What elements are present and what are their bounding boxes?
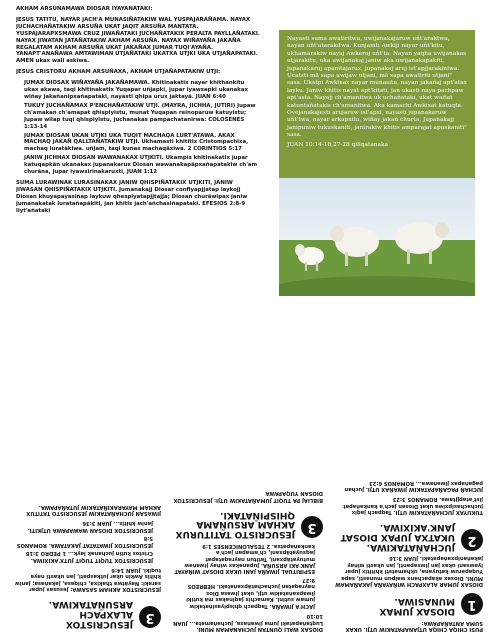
column-one: [333, 327, 483, 632]
section-number-badge: 3: [139, 606, 161, 628]
assurance-heading: JESUS CRISTORU AKHAM ARSUÑAXA, AKHAM UTJAÑAPATAKIW UTJI:: [16, 69, 221, 76]
column-footer: JIWASAN JUCHAÑATAKIW JESUCRISTO TATITUX AKHAM MAYARAKIÑATAKIW JUTAÑAPAWA.: [26, 503, 161, 516]
assurance-item: • JUMAX DIOSAN UKAN UTJKI UKA TUQIT MACHAQA LURT'ATAWA. AKAX MACHAQ JAKAÑ QALLTAÑATAKIW UTJI. Ukhamasti khititix Cristompachixa, machaq luratäkiwa. uñjam, taqi kunas machaqäxiwa. 2 CORINTIOS 5:17: [24, 133, 260, 154]
death-item: • ESPIRITUAL JIWAÑA JANI UKAX DIOSAT WIÑAYAT JANK'AKI ARSUÑA. Jupanakax wiñay jiwañaw mutuyatäpxani, Tatitun nayraqatapat jaqsuyatäpxani, ch'amapan jach'a kankañapatsa. 2 TESALONICENSES 1:9: [173, 542, 315, 574]
death-item: • JACH'A JIWAÑA. Taqpach qhispiyasiñatakiw jumaw sutini. Kamachix jaqinakax mä kutiki jiwapxañatakiw utji, ukat jiwasa Dios nayraqatan juchachatäpxañataki. HEBREOS 9:27: [173, 577, 315, 609]
scripture-reference: JUAN 10:14-18,27-28 qillqatanaka: [287, 141, 388, 148]
section-body: DIOSAX WALI QUNTAN JUCHAÑAMAN MUNI. Luqtañapataki juma jiwañaxa, juchañamata... JUAN 10:10: [173, 613, 323, 632]
section-header: [11, 598, 161, 628]
column-two: [173, 327, 323, 632]
section-title: JESUCRISTOX ALAXPACH ARSUÑATAKIWA.: [48, 599, 133, 629]
prayer-section: [16, 6, 260, 306]
section-number-badge: 1: [461, 593, 483, 615]
prayer-paragraph: JESUS TATITU, NAYAR JACH'A MUNASIÑATAKIW WAL YUSPAJARAÑAMA. NAYAX JUCHACHAÑATAKIW ARSUÑA UKAT JAQIT ARSUÑA MANTATA. YUSPAJARAPXSMAWA CRUZ JIWAÑATAKI JUCHAÑATAKIX PERALTA PAYLLAÑATAKI. NAYAX JIWATAN JATAÑATAKIW AKHAM ARSUÑA. NAYAX WIÑAYAÑA JAKAÑA REGALATAM AKHAM ARSUÑA UKAT JAKAÑAX JUMAR TUQI'AYAÑA. YANAPT'ANAÑAWA AMTAWIMAN UTJAÑATAKI UKATXA UTJKI UKA UTJAÑAPATAKI. AMEN ukax wali askiwa.: [16, 16, 260, 65]
assurance-item: • JANIW JICHHAX DIOSAN WAWANAKAX UTJKITI. Ukampis khitinakatix jupar katuqapkän ukanakax jupanakarux Diosan wawanakapäpxañapatakiw ch'am churäna, jupar iyawsirinakaruxti, JUAN 1:12: [24, 155, 260, 176]
section-one-header: [333, 593, 483, 615]
works-paragraph: SUMA LURAWINAK LURASINAKAX JANIW QHISPIÑATAKIX UTJKITI, JANIW JIWASAN QHISPIÑATAKIX UTJKITI. Jumanakajj Diosar confiyapjjatap laykojj Diosan khuyapayasiñap laykuw qhespiyatapjjtajja; Diosan churäwipax janiw jumanakatak luratañapäkiti, jan khitis jach'añchasiñapataki. EFESIOS 2:8-9 liyt'añataki: [16, 179, 248, 214]
assurance-item: • TUKUY JUCHAÑAMAX P'ENCHAÑATAKIW UTJI. (MAYRA, JICHHA, JUTIRI) Jupaw ch'amakan ch'amapat qhispiyistu, munat Yuqapan reinoparuw katuyistu; Jupaw wilap tuqi qhispiyistu, juchanakas pampachatanirwa: COLOSENES 1:13-14: [24, 103, 260, 131]
christ-item: • JESUCRISTOX JIWATATAT JAKATAWA. ROMANOS 5:8: [11, 535, 153, 548]
section-body: TUKUYAX JUCHAÑATAKIW UTJI. Taqpach jaqix juchachasipxiwa ukat Diosan jach'a kankañapat jist'atapjjtawa. ROMANOS 3:23: [343, 496, 483, 516]
section-title: DIOSAX JUMAX MUNASIWA.: [379, 596, 455, 617]
christ-item: • JESUCRISTOX TUQIT TUQIT JUTX'AKIXIWA. Cristos kutin juchanak layk... 1 PEDRO 3:18: [11, 550, 153, 563]
christ-item: • JESUCRISTOX DIOSAN WAWAPAWA UTJKITI. Janiw khitis... JUAN 3:36: [11, 520, 153, 533]
sheep-photo: [279, 178, 475, 296]
section-body: JUCHAÑ PAGAÑAPATAKIW JIWAÑAX UTJI. Juchan pagañapax jiwañawa... ROMANOS 6:23: [344, 479, 483, 492]
section-title: JUCHAÑATAKIWA. UKATXA JUPAX DIOSAT JANK'AKIXIWA.: [340, 522, 455, 552]
column-three: [11, 327, 161, 632]
scripture-panel: [279, 30, 475, 178]
assurance-list: [16, 80, 260, 176]
section-body: DIOSAX JUMAR ALAXPACH WIÑAYAÑA JAKAÑAMAW MUNI. Diosax akapachanx walpun munasti, sapa Yuqaparuw katuyana, ukhamatsti khititix jupar iyawsani ukax jan jiwxapanti, jan ukasti wiñay jakañanipxañapataki. JUAN 3:16: [335, 555, 483, 588]
inverted-panel: [0, 318, 495, 640]
section-three-header: [173, 509, 323, 539]
assurance-item: • JUMAX DIOSAX WIÑAYAÑA JAKAÑAMAWA. Khitinakatix nayar khithankitu ukax akawa, taqi khitinakatix Yuqapar uñjapki, jupar iyawsapki ukanakax wiñay jakañanipxañapataki, nayasti qhipa urux jaktayä. JUAN 6:40: [24, 80, 260, 101]
column-intro: PUSI CHIQA CHIQA UTJAÑAPATAKIW UTJI. UKAX SUMA ANTAÑAPAWA:: [345, 619, 483, 632]
death-list: [173, 542, 323, 608]
section-body: JESUCRISTOX AKHAM SASAWA: Jesusax jupar saraki: Nayätwa thakixa, chiqasa, jakañasa; janiw khitis Awkin ukar jutkaspati, jan ukasti naya tuqiki. JUAN 14:6: [15, 567, 161, 593]
scripture-text: Nayasti suma awatiritwa, uwijanakajaruw uñt'araktwa, nayan uñt'atarakitwa. Kunjamti Awkiji nayar uñt'kitu, ukhamarakiw nayaj Awkeroj uñt'ta. Nayan yaqha uwijanakas utjarakitu, uka uwijanakaj janiw aka uwijanakapakiti, jupanakaruj apanitajarux, jupanakaj aruj ist'apjjarakiniwa. Ucatsti mä sapa uwijaw utjani, mä sapa awatiriti utjani" sasa. Ukatpi Awkixax nayar munasitu, nayan jakañaj apt'atax layku. Janiw khitis nayat apt'kitati, jan ukasti naya pachpaw apt'asta. Nayajj ch'amanitwa uk uchañataki, ukat waitat katuntañatakis ch'amanitwa. Aka kamachi Awkixat katuqta. Ovejanakajesti arujaruw ist'apxi, nayasti jupanakaruw uñt'twa, nayar arkapxitu, wiñay jakañ churta, Jupanakajj janipuniw tukuskaniti, janirakiw khitis amparajat apuskaniti" sasa.: [287, 36, 467, 139]
prayer-heading: AKHAM ARSUÑAMAWA DIOSAR IYAYAÑATAKI:: [16, 6, 153, 12]
christ-list: [11, 520, 161, 563]
section-two-header: [333, 521, 483, 551]
section-body: BIBLIAJ PA TUQIT JUMAÑATAKIW UTJI: JESUCRISTOX DIOSAN YUQAPAWA: [173, 490, 323, 503]
section-number-badge: 3: [301, 516, 323, 538]
section-title: JESUCRISTO TATITURUX AKHAM ARSUÑAMA QHISPIÑATAKI.: [175, 509, 295, 540]
sheep-illustration: [279, 178, 475, 296]
section-number-badge: 2: [461, 529, 483, 551]
